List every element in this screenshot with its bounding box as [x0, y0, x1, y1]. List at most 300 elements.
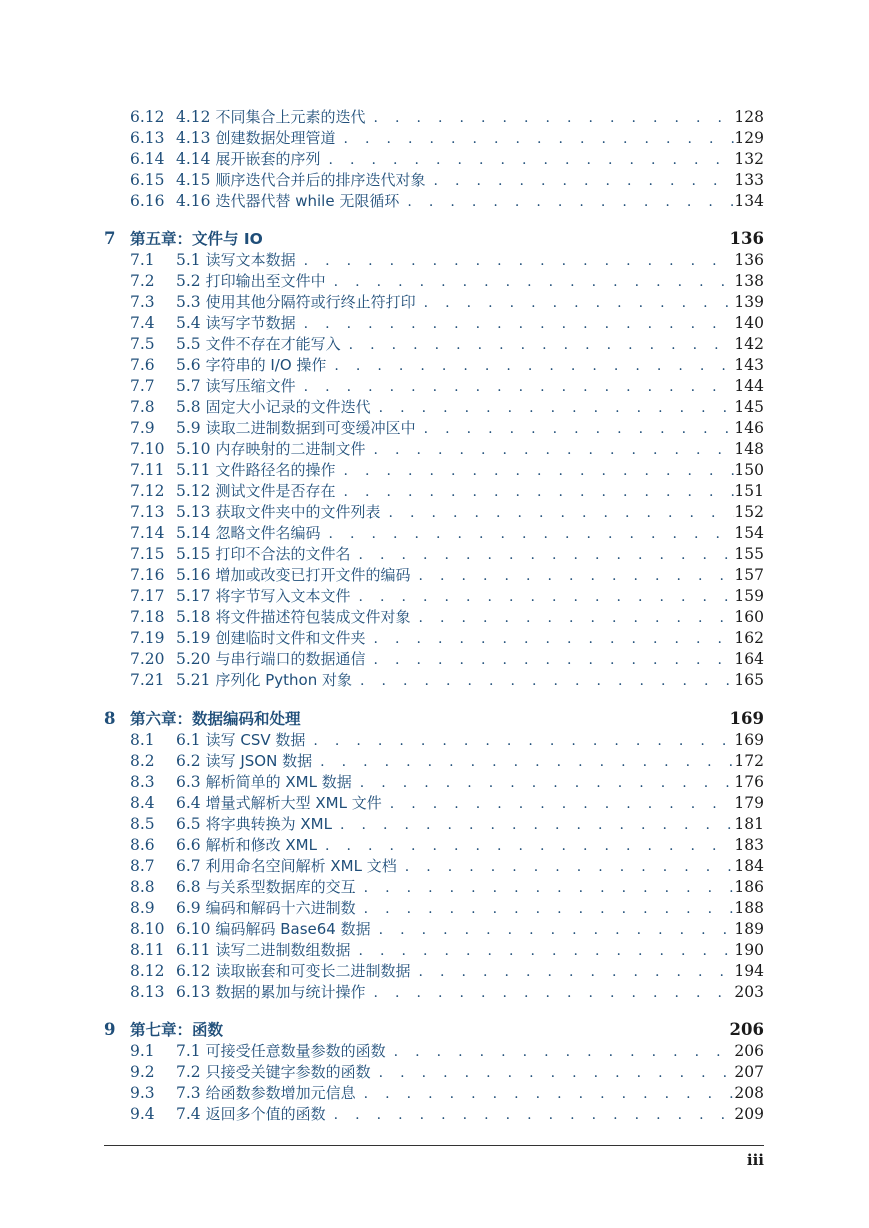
section-title: 文件路径名的操作 [215, 461, 336, 480]
entry-number: 6.16 [130, 192, 165, 210]
section-number: 5.18 [176, 608, 211, 627]
leader-dots [414, 962, 734, 982]
entry-page: 138 [734, 272, 764, 291]
section-title: 创建数据处理管道 [215, 129, 336, 147]
entry-title [176, 191, 403, 211]
entry-page: 203 [734, 982, 764, 1001]
entry-number: 7.2 [130, 272, 155, 291]
leader-dots [309, 731, 734, 751]
section-number: 5.20 [176, 650, 211, 669]
toc-chapter[interactable] [104, 1019, 764, 1041]
section-title: 打印输出至文件中 [205, 272, 326, 291]
entry-number: 7.15 [130, 545, 165, 564]
entry-number: 7.20 [130, 650, 165, 669]
entry-title [176, 502, 384, 522]
chapter-page: 169 [729, 708, 764, 728]
entry-page: 128 [734, 108, 764, 126]
section-number: 5.11 [176, 461, 211, 480]
section-number: 6.9 [176, 898, 201, 917]
leader-dots [339, 129, 734, 149]
section-title: 增量式解析大型 XML 文件 [205, 793, 382, 812]
entry-page: 183 [734, 835, 764, 854]
section-title: 返回多个值的函数 [205, 1104, 326, 1123]
section-number: 5.17 [176, 587, 211, 606]
section-number: 5.15 [176, 545, 211, 564]
leader-dots [300, 314, 735, 334]
entry-page: 164 [734, 650, 764, 669]
section-number: 5.14 [176, 524, 211, 543]
leader-dots [386, 794, 735, 814]
leader-dots [414, 566, 734, 586]
entry-title [176, 670, 356, 690]
toc-entry[interactable] [130, 128, 764, 148]
entry-number: 8.10 [130, 919, 165, 938]
section-number: 5.6 [176, 356, 201, 375]
section-number: 5.13 [176, 503, 211, 522]
entry-title [176, 919, 375, 939]
toc-entry[interactable] [130, 481, 764, 501]
section-number: 5.16 [176, 566, 211, 585]
section-title: 读写字节数据 [205, 314, 296, 333]
entry-title [176, 877, 360, 897]
toc-entry[interactable] [130, 856, 764, 876]
toc-entry[interactable] [130, 271, 764, 291]
section-title: 将字节写入文本文件 [215, 587, 351, 606]
section-title: 序列化 Python 对象 [215, 671, 352, 690]
entry-title [176, 250, 300, 270]
toc-entry[interactable] [130, 170, 764, 190]
entry-number: 8.3 [130, 772, 155, 791]
section-title: 测试文件是否存在 [215, 482, 336, 501]
entry-page: 144 [734, 377, 764, 396]
leader-dots [345, 335, 735, 355]
entry-page: 176 [734, 772, 764, 791]
section-number: 5.9 [176, 419, 201, 438]
toc-entry[interactable] [130, 607, 764, 627]
entry-number: 7.12 [130, 482, 165, 501]
section-title: 将文件描述符包装成文件对象 [215, 608, 411, 627]
toc-entry[interactable] [130, 919, 764, 939]
entry-title [176, 376, 300, 396]
leader-dots [401, 857, 735, 877]
entry-title [176, 1041, 390, 1061]
leader-dots [339, 461, 734, 481]
section-title: 读写文本数据 [205, 251, 296, 270]
leader-dots [360, 899, 735, 919]
toc-entry[interactable] [130, 292, 764, 312]
entry-page: 152 [734, 503, 764, 522]
toc-entry[interactable] [130, 355, 764, 375]
entry-title [176, 128, 339, 148]
toc-chapter[interactable] [104, 228, 764, 250]
leader-dots [330, 356, 734, 376]
footer-page-number: iii [746, 1151, 764, 1169]
entry-page: 132 [734, 150, 764, 168]
entry-page: 188 [734, 898, 764, 917]
entry-title [176, 439, 369, 459]
entry-page: 146 [734, 419, 764, 438]
section-title: 增加或改变已打开文件的编码 [215, 566, 411, 585]
entry-number: 7.5 [130, 335, 155, 354]
entry-page: 154 [734, 524, 764, 543]
toc-entry[interactable] [130, 628, 764, 648]
section-number: 4.13 [176, 129, 211, 147]
entry-page: 189 [734, 919, 764, 938]
entry-title [176, 961, 414, 981]
toc-entry[interactable] [130, 376, 764, 396]
chapter-number: 8 [104, 708, 116, 728]
leader-dots [316, 752, 734, 772]
footer-rule [104, 1145, 764, 1146]
entry-page: 145 [734, 398, 764, 417]
toc-entry[interactable] [130, 586, 764, 606]
entry-page: 162 [734, 629, 764, 648]
entry-number: 7.8 [130, 398, 155, 417]
section-title: 文件不存在才能写入 [205, 335, 341, 354]
entry-page: 206 [734, 1041, 764, 1060]
toc-entry[interactable] [130, 460, 764, 480]
toc-entry[interactable] [130, 544, 764, 564]
section-number: 4.16 [176, 192, 211, 210]
chapter-number: 9 [104, 1019, 116, 1039]
entry-page: 143 [734, 356, 764, 375]
entry-page: 169 [734, 730, 764, 749]
section-number: 5.8 [176, 398, 201, 417]
leader-dots [369, 440, 734, 460]
entry-number: 9.2 [130, 1062, 155, 1081]
section-title: 只接受关键字参数的函数 [205, 1062, 371, 1081]
entry-number: 9.4 [130, 1104, 155, 1123]
leader-dots [403, 192, 734, 212]
entry-number: 8.9 [130, 898, 155, 917]
entry-title [176, 1104, 330, 1124]
entry-page: 190 [734, 940, 764, 959]
entry-number: 7.18 [130, 608, 165, 627]
toc-entry[interactable] [130, 313, 764, 333]
toc-entry[interactable] [130, 1083, 764, 1103]
entry-page: 140 [734, 314, 764, 333]
toc-entry[interactable] [130, 502, 764, 522]
entry-title [176, 649, 369, 669]
entry-number: 7.3 [130, 293, 155, 312]
section-number: 5.4 [176, 314, 201, 333]
entry-number: 8.8 [130, 877, 155, 896]
entry-title [176, 898, 360, 918]
section-number: 6.7 [176, 856, 201, 875]
leader-dots [330, 272, 735, 292]
section-title: 编码解码 Base64 数据 [215, 919, 371, 938]
toc-entry[interactable] [130, 730, 764, 750]
leader-dots [369, 650, 734, 670]
entry-page: 155 [734, 545, 764, 564]
section-number: 7.4 [176, 1104, 201, 1123]
entry-number: 8.11 [130, 940, 165, 959]
section-title: 获取文件夹中的文件列表 [215, 503, 381, 522]
section-number: 4.14 [176, 150, 211, 168]
toc-entry[interactable] [130, 835, 764, 855]
toc-entry[interactable] [130, 250, 764, 270]
leader-dots [375, 398, 735, 418]
entry-number: 8.4 [130, 793, 155, 812]
entry-page: 133 [734, 171, 764, 189]
entry-number: 8.5 [130, 814, 155, 833]
leader-dots [360, 878, 735, 898]
entry-title [176, 814, 336, 834]
entry-title [176, 1062, 375, 1082]
section-title: 读取二进制数据到可变缓冲区中 [205, 419, 416, 438]
entry-number: 8.2 [130, 751, 155, 770]
leader-dots [356, 773, 735, 793]
entry-page: 150 [734, 461, 764, 480]
section-title: 数据的累加与统计操作 [215, 982, 366, 1001]
section-title: 使用其他分隔符或行终止符打印 [205, 293, 416, 312]
entry-page: 194 [734, 961, 764, 980]
entry-number: 7.6 [130, 356, 155, 375]
entry-page: 181 [734, 814, 764, 833]
entry-title [176, 751, 316, 771]
section-title: 给函数参数增加元信息 [205, 1083, 356, 1102]
entry-page: 157 [734, 566, 764, 585]
chapter-title: 第六章：数据编码和处理 [130, 709, 301, 728]
section-title: 读取嵌套和可变长二进制数据 [215, 961, 411, 980]
entry-number: 7.13 [130, 503, 165, 522]
toc-entry[interactable] [130, 191, 764, 211]
entry-page: 179 [734, 793, 764, 812]
toc-entry[interactable] [130, 439, 764, 459]
entry-number: 7.10 [130, 440, 165, 459]
section-number: 6.3 [176, 772, 201, 791]
entry-page: 134 [734, 192, 764, 210]
toc-entry[interactable] [130, 334, 764, 354]
entry-page: 151 [734, 482, 764, 501]
entry-title [176, 730, 309, 750]
section-number: 5.7 [176, 377, 201, 396]
entry-number: 6.13 [130, 129, 165, 147]
section-title: 忽略文件名编码 [215, 524, 321, 543]
section-number: 5.19 [176, 629, 211, 648]
entry-title [176, 460, 339, 480]
toc-entry[interactable] [130, 107, 764, 127]
section-number: 5.2 [176, 272, 201, 291]
section-title: 编码和解码十六进制数 [205, 898, 356, 917]
leader-dots [384, 503, 734, 523]
entry-page: 207 [734, 1062, 764, 1081]
section-title: 解析和修改 XML [205, 835, 317, 854]
leader-dots [330, 1105, 735, 1125]
leader-dots [414, 608, 734, 628]
toc-entry[interactable] [130, 149, 764, 169]
leader-dots [390, 1042, 735, 1062]
entry-number: 6.15 [130, 171, 165, 189]
entry-title [176, 565, 414, 585]
section-title: 与串行端口的数据通信 [215, 650, 366, 669]
toc-entry[interactable] [130, 670, 764, 690]
entry-number: 6.14 [130, 150, 165, 168]
leader-dots [354, 545, 734, 565]
toc-entry[interactable] [130, 1104, 764, 1124]
entry-number: 7.16 [130, 566, 165, 585]
section-title: 创建临时文件和文件夹 [215, 629, 366, 648]
toc-entry[interactable] [130, 814, 764, 834]
entry-title [176, 628, 369, 648]
entry-number: 9.1 [130, 1041, 155, 1060]
entry-number: 7.4 [130, 314, 155, 333]
section-title: 不同集合上元素的迭代 [215, 108, 366, 126]
entry-page: 160 [734, 608, 764, 627]
leader-dots [420, 419, 735, 439]
section-title: 固定大小记录的文件迭代 [205, 398, 371, 417]
section-title: 顺序迭代合并后的排序迭代对象 [215, 171, 426, 189]
section-number: 6.5 [176, 814, 201, 833]
entry-title [176, 397, 375, 417]
section-title: 读写压缩文件 [205, 377, 296, 396]
leader-dots [375, 1063, 735, 1083]
leader-dots [324, 150, 734, 170]
toc-entry[interactable] [130, 898, 764, 918]
section-number: 6.6 [176, 835, 201, 854]
toc-entry[interactable] [130, 940, 764, 960]
entry-title [176, 940, 354, 960]
section-title: 打印不合法的文件名 [215, 545, 351, 564]
leader-dots [420, 293, 735, 313]
entry-number: 9.3 [130, 1083, 155, 1102]
entry-title [176, 107, 369, 127]
entry-title [176, 292, 420, 312]
entry-number: 7.7 [130, 377, 155, 396]
leader-dots [300, 251, 735, 271]
section-number: 6.11 [176, 940, 211, 959]
leader-dots [321, 836, 734, 856]
toc-entry[interactable] [130, 793, 764, 813]
section-title: 将字典转换为 XML [205, 814, 332, 833]
section-number: 7.2 [176, 1062, 201, 1081]
section-number: 4.15 [176, 171, 211, 189]
toc-entry[interactable] [130, 649, 764, 669]
entry-title [176, 271, 330, 291]
leader-dots [429, 171, 734, 191]
section-title: 字符串的 I/O 操作 [205, 356, 327, 375]
section-number: 5.5 [176, 335, 201, 354]
chapter-title: 第五章：文件与 IO [130, 230, 263, 249]
entry-title [176, 835, 321, 855]
section-number: 5.21 [176, 671, 211, 690]
toc-entry[interactable] [130, 1062, 764, 1082]
entry-page: 136 [734, 251, 764, 270]
section-number: 6.4 [176, 793, 201, 812]
toc-entry[interactable] [130, 418, 764, 438]
leader-dots [339, 482, 734, 502]
section-number: 6.2 [176, 751, 201, 770]
entry-number: 7.1 [130, 251, 155, 270]
leader-dots [356, 671, 734, 691]
section-number: 6.8 [176, 877, 201, 896]
entry-page: 186 [734, 877, 764, 896]
entry-number: 7.11 [130, 461, 165, 480]
toc-entry[interactable] [130, 772, 764, 792]
toc-entry[interactable] [130, 982, 764, 1002]
toc-entry[interactable] [130, 565, 764, 585]
toc-entry[interactable] [130, 877, 764, 897]
toc-entry[interactable] [130, 961, 764, 981]
section-number: 6.13 [176, 982, 211, 1001]
entry-title [176, 856, 401, 876]
entry-title [176, 149, 324, 169]
leader-dots [369, 108, 734, 128]
entry-title [176, 772, 356, 792]
toc-chapter[interactable] [104, 708, 764, 730]
section-title: 解析简单的 XML 数据 [205, 772, 352, 791]
entry-number: 8.13 [130, 982, 165, 1001]
entry-title [176, 793, 386, 813]
section-title: 读写 JSON 数据 [205, 751, 313, 770]
entry-number: 7.19 [130, 629, 165, 648]
entry-number: 7.21 [130, 671, 165, 690]
entry-number: 8.12 [130, 961, 165, 980]
section-title: 可接受任意数量参数的函数 [205, 1041, 386, 1060]
entry-number: 7.9 [130, 419, 155, 438]
entry-title [176, 544, 354, 564]
chapter-page: 136 [729, 229, 764, 249]
leader-dots [354, 941, 734, 961]
entry-page: 184 [734, 856, 764, 875]
entry-title [176, 523, 324, 543]
entry-page: 148 [734, 440, 764, 459]
section-title: 展开嵌套的序列 [215, 150, 321, 168]
entry-page: 172 [734, 751, 764, 770]
leader-dots [360, 1084, 735, 1104]
entry-title [176, 1083, 360, 1103]
entry-title [176, 586, 354, 606]
section-title: 与关系型数据库的交互 [205, 877, 356, 896]
leader-dots [375, 920, 735, 940]
entry-number: 8.7 [130, 856, 155, 875]
entry-number: 8.6 [130, 835, 155, 854]
entry-page: 129 [734, 129, 764, 147]
section-number: 5.12 [176, 482, 211, 501]
leader-dots [369, 983, 734, 1003]
entry-number: 8.1 [130, 730, 155, 749]
leader-dots [354, 587, 734, 607]
entry-number: 7.14 [130, 524, 165, 543]
section-title: 迭代器代替 while 无限循环 [215, 192, 400, 210]
entry-number: 6.12 [130, 108, 165, 126]
toc-entry[interactable] [130, 751, 764, 771]
leader-dots [324, 524, 734, 544]
section-number: 5.3 [176, 293, 201, 312]
toc-entry[interactable] [130, 523, 764, 543]
entry-page: 139 [734, 293, 764, 312]
chapter-page: 206 [729, 1019, 764, 1039]
entry-page: 209 [734, 1104, 764, 1123]
section-number: 4.12 [176, 108, 211, 126]
entry-title [176, 313, 300, 333]
entry-page: 142 [734, 335, 764, 354]
leader-dots [300, 377, 735, 397]
entry-title [176, 607, 414, 627]
section-title: 利用命名空间解析 XML 文档 [205, 856, 397, 875]
toc-entry[interactable] [130, 1041, 764, 1061]
chapter-number: 7 [104, 229, 116, 249]
section-title: 内存映射的二进制文件 [215, 440, 366, 459]
entry-title [176, 355, 330, 375]
entry-page: 208 [734, 1083, 764, 1102]
entry-number: 7.17 [130, 587, 165, 606]
toc-entry[interactable] [130, 397, 764, 417]
leader-dots [336, 815, 734, 835]
entry-title [176, 170, 429, 190]
entry-title [176, 418, 420, 438]
section-number: 7.1 [176, 1041, 201, 1060]
